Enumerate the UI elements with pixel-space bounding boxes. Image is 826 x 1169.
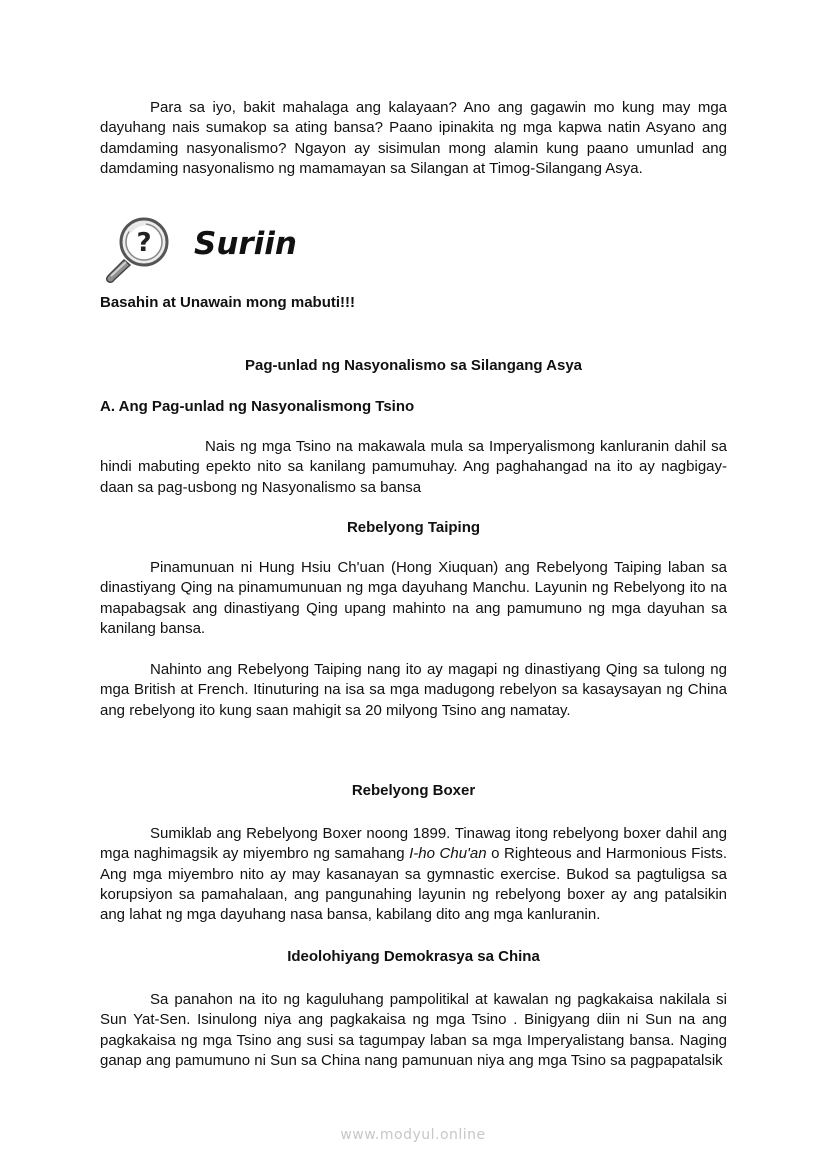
boxer-text-before: Sumiklab ang Rebelyong Boxer noong 1899. Tinawag itong rebelyong boxer dahil ang mga naghimagsik ay miyembro ng samahang (100, 825, 727, 863)
main-title: Pag-unlad ng Nasyonalismo sa Silangang Asya (244, 357, 583, 374)
boxer-text-after: o Righteous and Harmonious Fists. Ang mga miyembro nito ay may kasanayan sa gymnastic exercise. Bukod sa pagtuligsa sa korupsiyon sa pamahalaan, ang pangunahing layunin ng rebelyong boxer ay ang patalsikin ang lahat ng mga dayuhang nasa bansa, kabilang dito ang mga kanluranin. (100, 845, 727, 924)
boxer-heading: Rebelyong Boxer (351, 782, 476, 799)
subsection-a-heading: A. Ang Pag-unlad ng Nasyonalismong Tsino (100, 398, 415, 415)
intro-paragraph: Para sa iyo, bakit mahalaga ang kalayaan? Ano ang gagawin mo kung may mga dayuhang nais sumakop sa ating bansa? Paano ipinakita ng mga kapwa natin Asyano ang damdaming nasyonalismo? Ngayon ay sisimulan mong alamin kung paano umunlad ang damdaming nasyonalismo ng mamamayan sa Silangan at Timog-Silangang Asya. (100, 99, 727, 177)
taiping-heading: Rebelyong Taiping (346, 519, 481, 536)
subsection-a-paragraph: Nais ng mga Tsino na makawala mula sa Imperyalismong kanluranin dahil sa hindi mabuting epekto nito sa kanilang pamumuhay. Ang paghahangad na ito ay nagbigay-daan sa pag-usbong ng Nasyonalismo sa bansa (100, 438, 727, 496)
boxer-paragraph (100, 824, 727, 925)
democracy-paragraph: Sa panahon na ito ng kaguluhang pampolitikal at kawalan ng pagkakaisa nakilala si Sun Yat-Sen. Isinulong niya ang pagkakaisa ng mga Tsino . Binigyang diin ni Sun na ang pagkakaisa ng mga Tsino ang susi sa tagumpay laban sa mga Imperyalistang bansa. Naging ganap ang pamumuno ni Sun sa China nang pamunuan niya ang mga Tsino sa pagpapatalsik (100, 991, 727, 1069)
taiping-paragraph-1: Pinamunuan ni Hung Hsiu Ch'uan (Hong Xiuquan) ang Rebelyong Taiping laban sa dinastiyang Qing na pinamumunuan ng mga dayuhang Manchu. Layunin ng Rebelyong ito na mapabagsak ang dinastiyang Qing upang mahinto na ang pamumuno ng mga dayuhan sa kanilang bansa. (100, 559, 727, 637)
magnifier-question-icon (102, 216, 188, 286)
suriin-section-badge (102, 216, 342, 286)
boxer-italic-term: I-ho Chu'an (409, 845, 487, 863)
footer-watermark: www.modyul.online (340, 1127, 486, 1143)
taiping-paragraph-2: Nahinto ang Rebelyong Taiping nang ito ay magapi ng dinastiyang Qing sa tulong ng mga British at French. Itinuturing na isa sa mga madugong rebelyon sa kasaysayan ng China ang rebelyong ito kung saan mahigit sa 20 milyong Tsino ang namatay. (100, 661, 727, 719)
suriin-title: Suriin (194, 226, 298, 262)
svg-text:?: ? (136, 228, 152, 258)
instruction-text: Basahin at Unawain mong mabuti!!! (100, 294, 356, 311)
democracy-heading: Ideolohiyang Demokrasya sa China (287, 948, 540, 965)
